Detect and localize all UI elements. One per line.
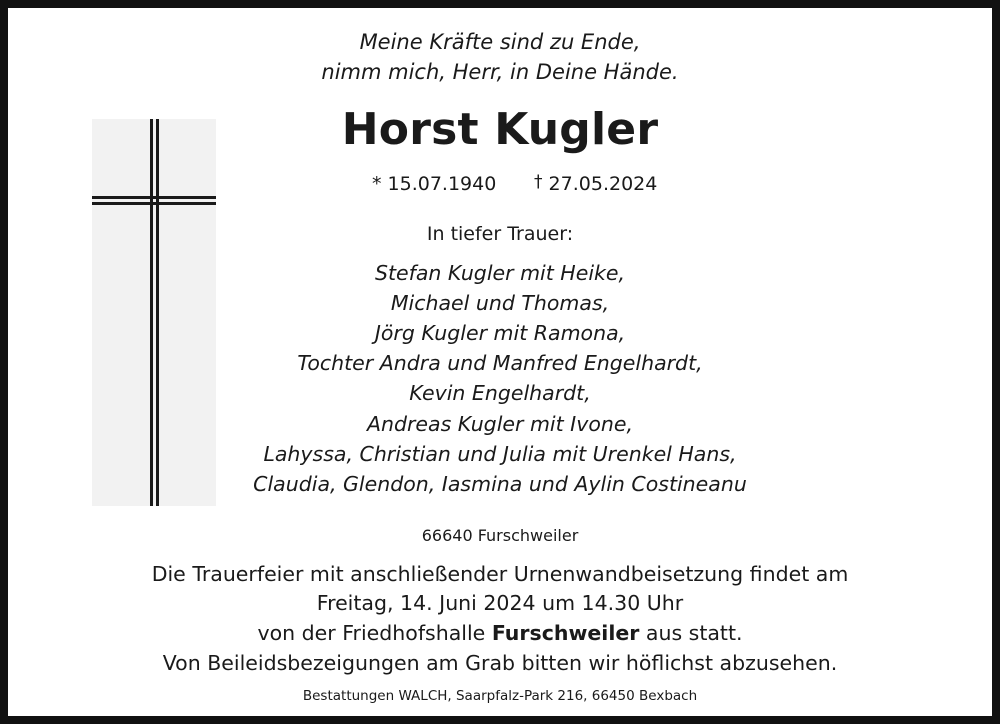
ceremony-line-1: Die Trauerfeier mit anschließender Urnenwandbeisetzung findet am [151,562,849,586]
ceremony-location-suffix: aus statt. [645,621,743,645]
ceremony-location-name: Furschweiler [491,621,640,645]
condolence-note: Von Beileidsbezeigungen am Grab bitten wir höflichst abzusehen. [162,651,838,675]
mourner-line: Michael und Thomas, [390,291,610,315]
mourner-line: Andreas Kugler mit Ivone, [366,412,634,436]
ceremony-location-prefix: von der Friedhofshalle [257,621,486,645]
ceremony-date-line: Freitag, 14. Juni 2024 um 14.30 Uhr [316,591,684,615]
motto-line-2: nimm mich, Herr, in Deine Hände. [321,60,679,84]
mourner-line: Claudia, Glendon, Iasmina und Aylin Costineanu [253,472,747,496]
death-date: 27.05.2024 [548,173,658,195]
birth-date: * 15.07.1940 [372,173,497,195]
deceased-name: Horst Kugler [341,104,659,155]
death-date-row [534,173,657,195]
family-place: 66640 Furschweiler [421,526,579,545]
dagger-icon: † [534,172,543,192]
mourner-line: Lahyssa, Christian und Julia mit Urenkel Hans, [263,442,737,466]
mourning-intro: In tiefer Trauer: [426,223,574,245]
motto-line-1: Meine Kräfte sind zu Ende, [359,30,641,54]
ceremony-location-line [0,618,1000,649]
mourner-line: Kevin Engelhardt, [409,381,591,405]
mourner-line: Stefan Kugler mit Heike, [374,261,626,285]
mourner-line: Tochter Andra und Manfred Engelhardt, [297,351,703,375]
funeral-home-footer: Bestattungen WALCH, Saarpfalz-Park 216, 66450 Bexbach [302,688,698,704]
mourner-line: Jörg Kugler mit Ramona, [374,321,626,345]
